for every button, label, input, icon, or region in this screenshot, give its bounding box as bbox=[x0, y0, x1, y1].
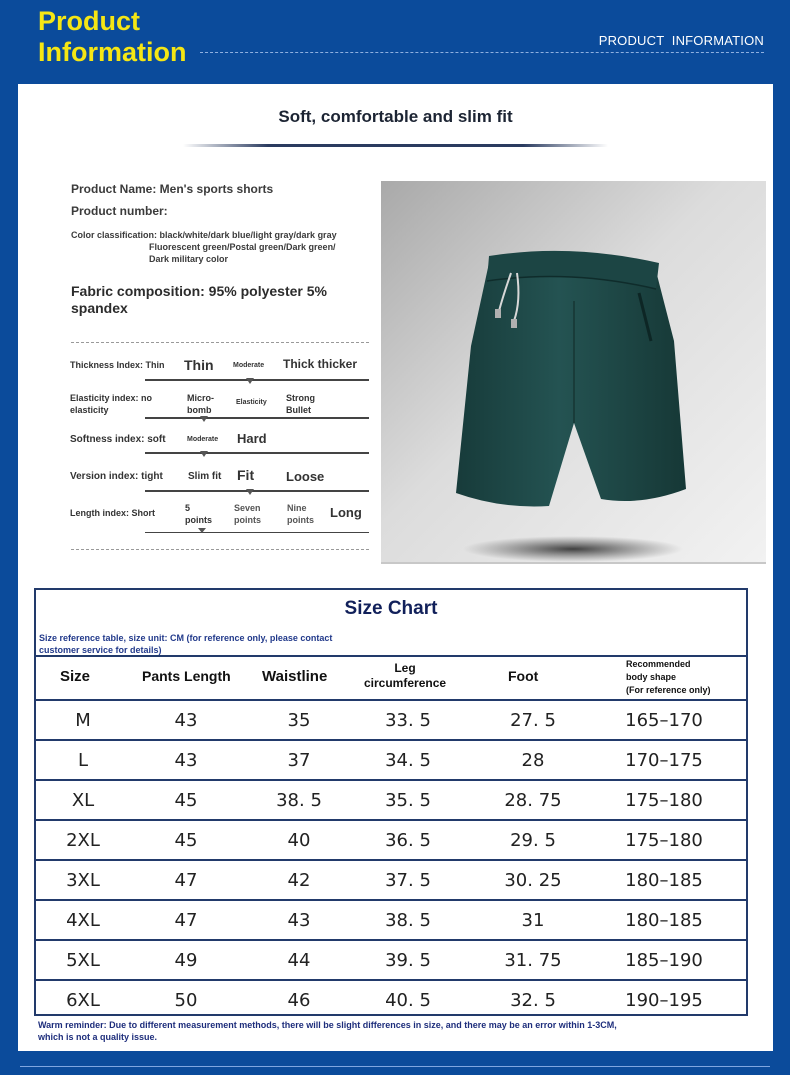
header-rec-1: Recommended bbox=[626, 659, 691, 669]
size-reference-line2: customer service for details) bbox=[39, 645, 162, 655]
header-leg-1: Leg bbox=[394, 661, 416, 675]
size-table-cell: 40 bbox=[287, 830, 311, 851]
softness-scale-bar bbox=[145, 452, 369, 454]
softness-marker bbox=[200, 451, 208, 457]
size-table-cell: 37 bbox=[287, 750, 311, 771]
length-option-long: Long bbox=[330, 505, 362, 520]
size-table-cell: 50 bbox=[174, 990, 198, 1011]
product-name: Product Name: Men's sports shorts bbox=[71, 182, 274, 196]
version-index bbox=[70, 466, 370, 494]
size-table-row bbox=[36, 861, 746, 901]
length-scale-bar bbox=[145, 532, 369, 533]
size-table-row bbox=[36, 781, 746, 821]
size-table-cell: 34. 5 bbox=[385, 750, 431, 771]
floor-shadow bbox=[463, 536, 683, 562]
length-option-5 bbox=[185, 502, 212, 526]
size-table-cell: 175–180 bbox=[625, 830, 703, 851]
bottom-divider bbox=[20, 1066, 770, 1067]
softness-label: Softness index: soft bbox=[70, 434, 166, 445]
elasticity-option-strong bbox=[286, 392, 315, 416]
index-divider-bottom bbox=[71, 549, 369, 550]
size-table-row bbox=[36, 821, 746, 861]
size-table-cell: XL bbox=[71, 790, 95, 811]
header-leg-circumference bbox=[364, 661, 446, 691]
drawstring-tip-right bbox=[511, 319, 517, 328]
size-table-row bbox=[36, 701, 746, 741]
size-table-cell: M bbox=[75, 710, 91, 731]
header-rec-3: (For reference only) bbox=[626, 685, 711, 695]
header-subtitle: PRODUCT INFORMATION bbox=[598, 33, 764, 48]
header-divider bbox=[200, 52, 764, 53]
elasticity-strong-1: Strong bbox=[286, 393, 315, 403]
header-foot: Foot bbox=[508, 668, 539, 684]
size-table-row bbox=[36, 741, 746, 781]
size-table-cell: 40. 5 bbox=[385, 990, 431, 1011]
size-table-cell: 44 bbox=[287, 950, 311, 971]
version-label: Version index: tight bbox=[70, 471, 163, 482]
size-table-cell: 38. 5 bbox=[385, 910, 431, 931]
size-table-cell: 28. 75 bbox=[504, 790, 562, 811]
size-table-cell: 2XL bbox=[66, 830, 100, 851]
length-marker bbox=[198, 528, 206, 533]
size-table-cell: 43 bbox=[174, 710, 198, 731]
size-table-cell: 28 bbox=[521, 750, 545, 771]
size-table-cell: 180–185 bbox=[625, 910, 703, 931]
length-seven-num: Seven bbox=[234, 503, 261, 513]
size-table-cell: 31 bbox=[521, 910, 545, 931]
version-option-fit: Fit bbox=[237, 467, 255, 483]
length-label: Length index: Short bbox=[70, 508, 155, 518]
color-line-2: Fluorescent green/Postal green/Dark green/ bbox=[149, 242, 336, 252]
warm-line2: which is not a quality issue. bbox=[38, 1032, 158, 1042]
thickness-index bbox=[70, 356, 370, 384]
header-pants-length: Pants Length bbox=[142, 668, 231, 684]
warm-line1: Warm reminder: Due to different measurement methods, there will be slight differences in size, and there may be an error within 1-3CM, bbox=[38, 1020, 617, 1030]
size-table-cell: 49 bbox=[174, 950, 198, 971]
size-table-cell: 4XL bbox=[66, 910, 100, 931]
elasticity-label bbox=[70, 392, 152, 416]
size-table-cell: 6XL bbox=[66, 990, 100, 1011]
product-photo bbox=[381, 181, 766, 564]
size-reference-note bbox=[39, 632, 379, 656]
header-recommended bbox=[626, 658, 711, 697]
version-scale-bar bbox=[145, 490, 369, 492]
elasticity-option-micro bbox=[187, 392, 214, 416]
size-table-cell: 42 bbox=[287, 870, 311, 891]
size-table-cell: 43 bbox=[174, 750, 198, 771]
size-table-cell: 36. 5 bbox=[385, 830, 431, 851]
size-table-cell: L bbox=[77, 750, 89, 771]
color-line-3: Dark military color bbox=[149, 254, 229, 264]
elasticity-label-1: Elasticity index: no bbox=[70, 393, 153, 403]
size-table-cell: 45 bbox=[174, 830, 198, 851]
size-table-cell: 3XL bbox=[66, 870, 100, 891]
header-waistline: Waistline bbox=[262, 668, 328, 685]
elasticity-micro-1: Micro- bbox=[187, 393, 214, 403]
version-marker bbox=[246, 489, 254, 495]
size-table-cell: 35 bbox=[287, 710, 311, 731]
size-table-row bbox=[36, 901, 746, 941]
size-table-header bbox=[36, 655, 746, 701]
product-number: Product number: bbox=[71, 204, 168, 218]
softness-option-moderate: Moderate bbox=[187, 436, 219, 443]
warm-reminder bbox=[38, 1019, 728, 1043]
size-table-cell: 45 bbox=[174, 790, 198, 811]
elasticity-strong-2: Bullet bbox=[286, 405, 312, 415]
color-line-1: Color classification: black/white/dark blue/light gray/dark gray bbox=[71, 230, 337, 240]
thickness-marker bbox=[246, 378, 254, 384]
length-nine-points: points bbox=[287, 515, 314, 525]
elasticity-label-2: elasticity bbox=[70, 405, 109, 415]
photo-floor-line bbox=[381, 562, 766, 564]
size-table-cell: 32. 5 bbox=[510, 990, 556, 1011]
thickness-option-moderate: Moderate bbox=[233, 362, 265, 369]
header-title-line2: Information bbox=[38, 37, 187, 67]
color-classification bbox=[71, 229, 401, 265]
size-table-cell: 185–190 bbox=[625, 950, 703, 971]
size-table-cell: 180–185 bbox=[625, 870, 703, 891]
size-table-cell: 47 bbox=[174, 910, 198, 931]
size-table-cell: 37. 5 bbox=[385, 870, 431, 891]
section-subtitle: Soft, comfortable and slim fit bbox=[278, 107, 513, 126]
size-table-row bbox=[36, 941, 746, 981]
length-nine-num: Nine bbox=[287, 503, 307, 513]
size-table-cell: 46 bbox=[287, 990, 311, 1011]
header-title bbox=[38, 6, 187, 68]
size-table-row bbox=[36, 981, 746, 1021]
index-divider-top bbox=[71, 342, 369, 343]
length-seven-points: points bbox=[234, 515, 261, 525]
size-table-cell: 27. 5 bbox=[510, 710, 556, 731]
elasticity-micro-2: bomb bbox=[187, 405, 212, 415]
size-table-cell: 175–180 bbox=[625, 790, 703, 811]
elasticity-option-elasticity: Elasticity bbox=[236, 399, 267, 406]
size-table-cell: 30. 25 bbox=[504, 870, 562, 891]
elasticity-marker bbox=[200, 416, 208, 422]
size-table-cell: 31. 75 bbox=[504, 950, 562, 971]
size-table-cell: 35. 5 bbox=[385, 790, 431, 811]
length-option-seven bbox=[234, 502, 261, 526]
size-table-cell: 38. 5 bbox=[276, 790, 322, 811]
thickness-scale-bar bbox=[145, 379, 369, 381]
size-table-cell: 39. 5 bbox=[385, 950, 431, 971]
size-table-cell: 43 bbox=[287, 910, 311, 931]
size-table-cell: 33. 5 bbox=[385, 710, 431, 731]
length-5-num: 5 bbox=[185, 503, 191, 513]
elasticity-index bbox=[70, 390, 370, 424]
thickness-label: Thickness Index: Thin bbox=[70, 360, 165, 370]
length-5-points: points bbox=[185, 515, 212, 525]
softness-option-hard: Hard bbox=[237, 431, 267, 446]
size-table-cell: 165–170 bbox=[625, 710, 703, 731]
header-size: Size bbox=[60, 668, 91, 685]
size-chart bbox=[34, 588, 748, 1016]
header-title-line1: Product bbox=[38, 6, 141, 36]
softness-index bbox=[70, 430, 370, 456]
elasticity-scale-bar bbox=[145, 417, 369, 419]
length-index bbox=[70, 502, 370, 538]
thickness-option-thick: Thick thicker bbox=[283, 357, 358, 371]
size-table-cell: 47 bbox=[174, 870, 198, 891]
size-table-cell: 5XL bbox=[66, 950, 100, 971]
header-leg-2: circumference bbox=[364, 676, 447, 690]
header-rec-2: body shape bbox=[626, 672, 677, 682]
subtitle-underline bbox=[183, 144, 608, 147]
size-chart-title: Size Chart bbox=[344, 598, 438, 619]
drawstring-tip-left bbox=[495, 309, 501, 318]
fabric-composition: Fabric composition: 95% polyester 5% spandex bbox=[71, 283, 327, 316]
version-option-slim: Slim fit bbox=[188, 471, 222, 482]
version-option-loose: Loose bbox=[286, 469, 325, 484]
size-table-cell: 29. 5 bbox=[510, 830, 556, 851]
length-option-nine bbox=[287, 502, 314, 526]
size-table-cell: 170–175 bbox=[625, 750, 703, 771]
shorts-illustration bbox=[381, 181, 766, 564]
size-table-cell: 190–195 bbox=[625, 990, 703, 1011]
thickness-option-thin: Thin bbox=[184, 357, 214, 373]
size-reference-line1: Size reference table, size unit: CM (for reference only, please contact bbox=[39, 633, 333, 643]
shorts-body bbox=[456, 259, 686, 507]
